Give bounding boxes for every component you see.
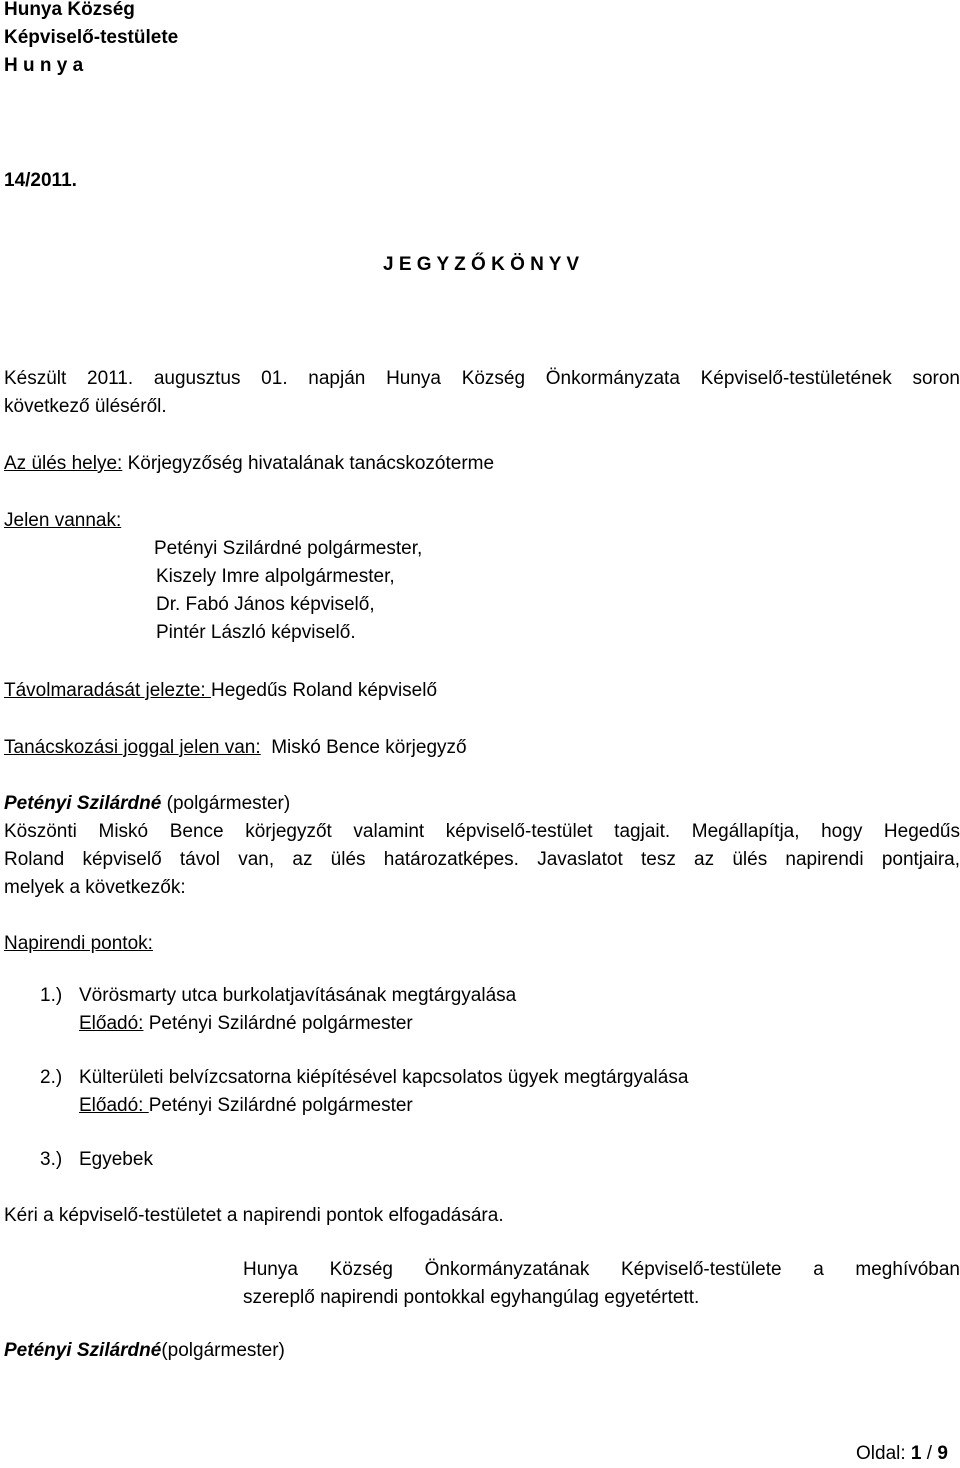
speaker-line — [4, 790, 290, 818]
advisory-label: Tanácskozási joggal jelen van: — [4, 737, 261, 758]
location-value: Körjegyzőség hivatalának tanácskozóterme — [122, 453, 495, 474]
agenda-item-presenter — [79, 1092, 413, 1120]
page-label: Oldal: — [856, 1443, 911, 1464]
agenda-item-text: Vörösmarty utca burkolatjavításának megtárgyalása — [79, 985, 517, 1006]
speech-line-2: Roland képviselő távol van, az ülés határozatképes. Javaslatot tesz az ülés napirendi pontjaira, — [4, 849, 960, 870]
absent-line — [4, 677, 437, 705]
present-member: Petényi Szilárdné polgármester, — [154, 538, 423, 559]
request-text: Kéri a képviselő-testületet a napirendi pontok elfogadására. — [4, 1205, 504, 1226]
decision-line-2: szereplő napirendi pontokkal egyhangúlag egyetértett. — [243, 1287, 700, 1308]
page-footer — [856, 1440, 948, 1468]
meeting-location — [4, 450, 494, 478]
present-member: Dr. Fabó János képviselő, — [156, 594, 375, 615]
present-label: Jelen vannak: — [4, 510, 122, 531]
speaker-role: (polgármester) — [161, 793, 291, 814]
advisory-line — [4, 734, 467, 762]
intro-line-1: Készült 2011. augusztus 01. napján Hunya Község Önkormányzata Képviselő-testületének soron — [4, 368, 960, 389]
document-number: 14/2011. — [4, 170, 77, 191]
agenda-item-number: 3.) — [40, 1149, 63, 1170]
presenter-name: Petényi Szilárdné polgármester — [148, 1095, 413, 1116]
present-member: Kiszely Imre alpolgármester, — [156, 566, 395, 587]
header-line-2: Képviselő-testülete — [4, 27, 179, 48]
presenter-label: Előadó: — [79, 1013, 144, 1034]
present-member: Pintér László képviselő. — [156, 622, 356, 643]
presenter-name: Petényi Szilárdné polgármester — [143, 1013, 413, 1034]
agenda-label: Napirendi pontok: — [4, 933, 153, 954]
document-title: J E G Y Z Ő K Ö N Y V — [383, 254, 580, 275]
advisory-value: Miskó Bence körjegyző — [260, 737, 467, 758]
page-current: 1 — [910, 1443, 922, 1464]
speaker-name: Petényi Szilárdné — [4, 793, 162, 814]
agenda-item-text: Egyebek — [79, 1149, 153, 1170]
header-line-1: Hunya Község — [4, 0, 135, 20]
speech-line-3: melyek a következők: — [4, 877, 186, 898]
header-line-3: H u n y a — [4, 55, 84, 76]
presenter-label: Előadó: — [79, 1095, 149, 1116]
location-label: Az ülés helye: — [4, 453, 123, 474]
agenda-item-text: Külterületi belvízcsatorna kiépítésével kapcsolatos ügyek megtárgyalása — [79, 1067, 689, 1088]
absent-value: Hegedűs Roland képviselő — [211, 680, 438, 701]
intro-line-2: következő üléséről. — [4, 396, 167, 417]
absent-label: Távolmaradását jelezte: — [4, 680, 211, 701]
speech-line-1: Köszönti Miskó Bence körjegyzőt valamint képviselő-testület tagjait. Megállapítja, hogy Hegedűs — [4, 821, 960, 842]
page-total: 9 — [937, 1443, 948, 1464]
decision-line-1: Hunya Község Önkormányzatának Képviselő-testülete a meghívóban — [243, 1259, 960, 1280]
speaker-role: (polgármester) — [161, 1340, 285, 1361]
agenda-item-number: 2.) — [40, 1067, 63, 1088]
page-separator: / — [921, 1443, 938, 1464]
speaker-name: Petényi Szilárdné — [4, 1340, 162, 1361]
agenda-item-presenter — [79, 1010, 413, 1038]
speaker-line-2 — [4, 1337, 285, 1365]
agenda-item-number: 1.) — [40, 985, 63, 1006]
